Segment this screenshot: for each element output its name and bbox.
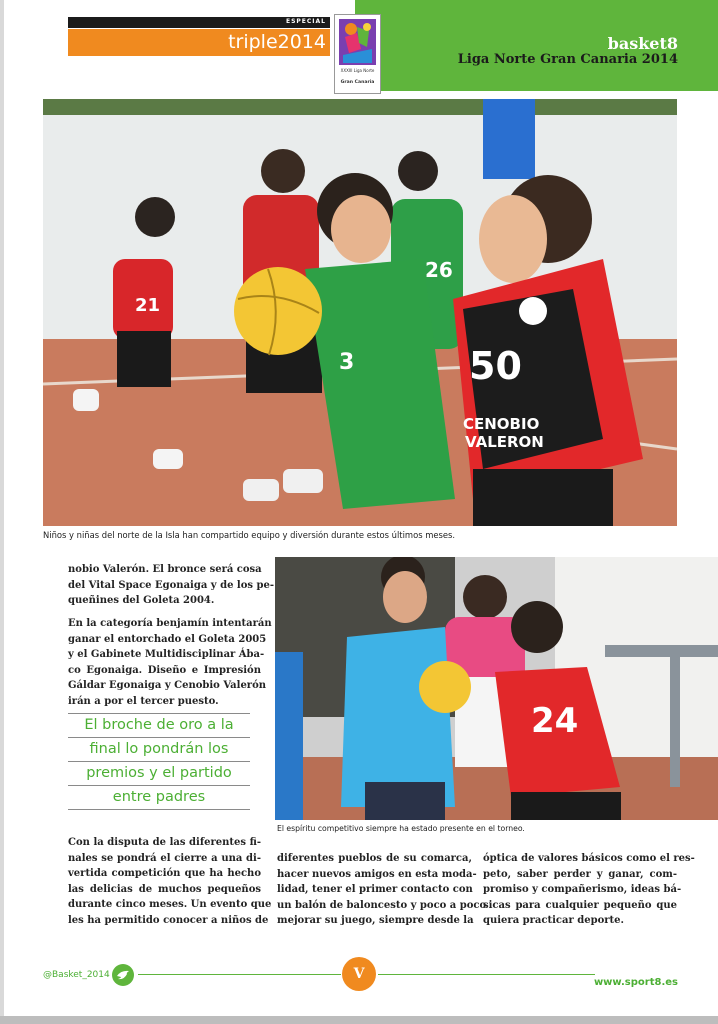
text-line: les ha permitido conocer a niños de xyxy=(68,914,269,926)
text-line: óptica de valores básicos como el res- xyxy=(483,853,695,864)
page-border-left xyxy=(0,0,4,1024)
league-logo-icon xyxy=(339,19,376,65)
photo1-number-26: 26 xyxy=(425,258,453,282)
text-line: sicas para cualquier pequeño que xyxy=(483,899,677,911)
paragraph-1 xyxy=(68,562,275,609)
league-logo xyxy=(334,14,381,94)
pull-quote-line: premios y el partido xyxy=(68,762,250,786)
footer-rule-left xyxy=(138,974,341,975)
kids-basketball-photo xyxy=(43,99,677,526)
text-line: quiera practicar deporte. xyxy=(483,915,624,927)
photo1-jersey-text-1: CENOBIO xyxy=(463,415,540,433)
photo1-jersey-text-2: VALERON xyxy=(465,433,544,451)
section-label: ESPECIAL xyxy=(285,18,326,25)
text-line: Gáldar Egonaiga y Cenobio Valerón xyxy=(68,680,267,692)
logo-caption-2: Gran Canaria xyxy=(340,80,375,85)
pull-quote-line: El broche de oro a la xyxy=(68,714,250,738)
pull-quote-line: final lo pondrán los xyxy=(68,738,250,762)
text-line: lidad, tener el primer contacto con xyxy=(277,884,473,896)
bird-icon xyxy=(112,964,134,986)
text-line: nobio Valerón. El bronce será cosa xyxy=(68,564,262,575)
text-line: promiso y compañerismo, ideas bá- xyxy=(483,884,682,896)
text-line: diferentes pueblos de su comarca, xyxy=(277,853,472,864)
brand-name: basket8 xyxy=(607,34,678,53)
website-link[interactable]: www.sport8.es xyxy=(593,977,678,988)
page-number: V xyxy=(342,957,376,991)
column-3 xyxy=(483,851,695,929)
league-title: Liga Norte Gran Canaria 2014 xyxy=(457,52,678,67)
twitter-handle[interactable]: @Basket_2014 xyxy=(43,970,110,980)
paragraph-2 xyxy=(68,616,272,710)
text-line: y el Gabinete Multidisciplinar Ába- xyxy=(68,649,265,661)
edition-title: triple2014 xyxy=(228,31,326,53)
main-photo xyxy=(43,99,677,526)
text-line: nales se pondrá el cierre a una di- xyxy=(68,852,261,864)
photo1-number-50: 50 xyxy=(469,344,522,388)
text-line: En la categoría benjamín intentarán xyxy=(68,618,272,629)
text-line: hacer nuevos amigos en esta moda- xyxy=(277,868,477,880)
text-line: irán a por el tercer puesto. xyxy=(68,695,219,707)
footer-rule-right xyxy=(378,974,595,975)
text-line: un balón de baloncesto y poco a poco xyxy=(277,899,487,911)
text-line: queñines del Goleta 2004. xyxy=(68,595,215,607)
text-line: vertida competición que ha hecho xyxy=(68,868,261,880)
text-line: peto, saber perder y ganar, com- xyxy=(483,868,677,880)
text-line: del Vital Space Egonaiga y de los pe- xyxy=(68,579,275,591)
text-line: las delicias de muchos pequeños xyxy=(68,883,261,895)
logo-caption-1: XXXIII Liga Norte xyxy=(340,68,375,73)
column-2 xyxy=(277,851,487,929)
photo1-number-21: 21 xyxy=(135,295,161,316)
photo2-caption: El espíritu competitivo siempre ha estado presente en el torneo. xyxy=(277,824,525,833)
text-line: durante cinco meses. Un evento que xyxy=(68,899,272,911)
text-line: Con la disputa de las diferentes fi- xyxy=(68,837,261,848)
photo2-number-24: 24 xyxy=(531,701,579,741)
kids-ball-photo xyxy=(275,557,718,820)
text-line: ganar el entorchado el Goleta 2005 xyxy=(68,633,267,645)
page-border-bottom xyxy=(0,1016,718,1024)
column-1 xyxy=(68,835,272,929)
text-line: mejorar su juego, siempre desde la xyxy=(277,915,474,927)
text-line: co Egonaiga. Diseño e Impresión xyxy=(68,664,261,676)
bird-glyph-icon xyxy=(112,964,134,986)
photo1-caption: Niños y niñas del norte de la Isla han compartido equipo y diversión durante estos últimos meses. xyxy=(43,530,456,540)
secondary-photo xyxy=(275,557,718,820)
pull-quote-line: entre padres xyxy=(68,786,250,810)
header-green-band xyxy=(355,0,718,91)
photo1-number-3: 3 xyxy=(339,350,355,375)
pull-quote xyxy=(68,713,250,810)
